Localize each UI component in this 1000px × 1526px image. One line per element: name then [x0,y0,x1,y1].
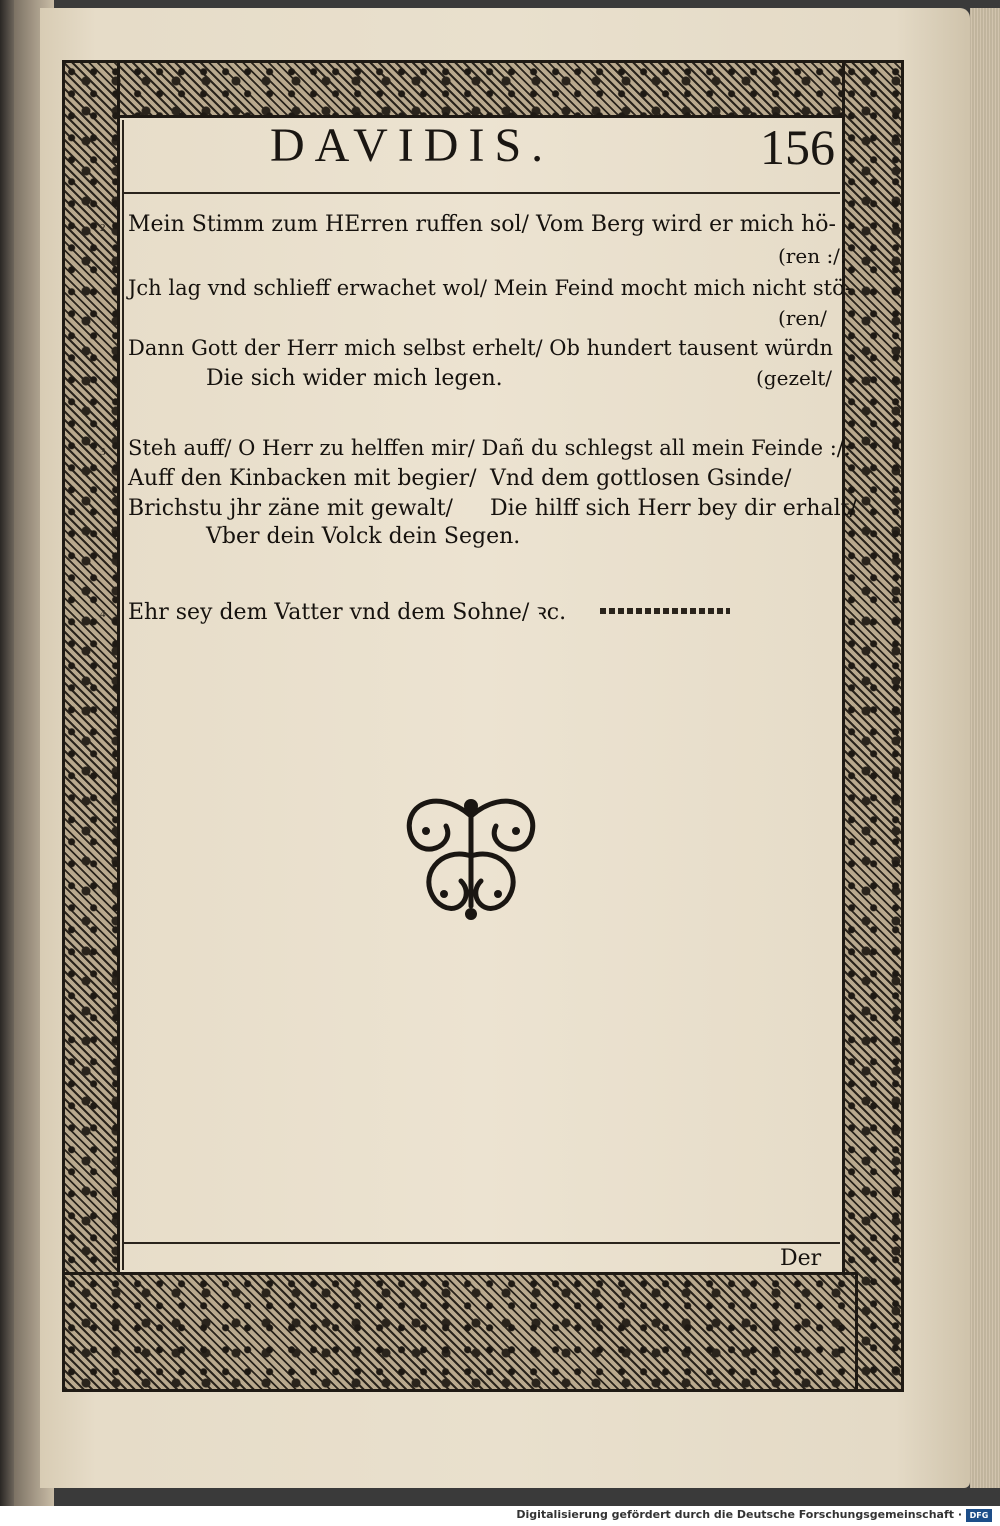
page-title: DAVIDIS. [270,119,554,172]
left-margin-rule [122,120,124,1270]
verse-line: Die sich wider mich legen. [206,366,503,391]
woodcut-border-top [62,60,858,118]
verse-line: Jch lag vnd schlieff erwachet wol/ Mein Feind mocht mich nicht stö- [128,276,852,300]
verse-number: 4 [100,608,106,620]
footer-rule [122,1242,840,1244]
verse-line-runover: (gezelt/ [756,366,832,390]
verse-line-runover: (ren/ [778,306,827,330]
verse-line: Brichstu jhr zäne mit gewalt/ [128,496,453,521]
page-stack-edges [970,8,1000,1488]
verse-number: 2 [100,222,106,234]
header-rule [122,192,840,194]
verse-line: Dann Gott der Herr mich selbst erhelt/ Ob hundert tausent würdn [128,336,834,360]
verse-line: Ehr sey dem Vatter vnd dem Sohne/ ꝛc. [128,600,567,625]
woodcut-border-left [62,60,120,1392]
decorative-dash-ornament [600,608,730,614]
funding-credit: Digitalisierung gefördert durch die Deutsche Forschungsgemeinschaft · [516,1508,962,1521]
verse-line: Vnd dem gottlosen Gsinde/ [490,466,792,491]
verse-line: Auff den Kinbacken mit begier/ [128,466,477,491]
verse-line: Mein Stimm zum HErren ruffen sol/ Vom Berg wird er mich hö- [128,212,836,237]
book-gutter-shadow [0,0,14,1526]
catchword: Der [780,1246,822,1271]
dfg-logo: DFG [966,1509,992,1522]
verse-number: 3 [100,446,106,458]
woodcut-border-bottom [62,1272,858,1392]
verse-line: Die hilff sich Herr bey dir erhalt/ [490,496,857,521]
floral-ornament-icon [396,786,546,926]
verse-line: Vber dein Volck dein Segen. [206,524,521,549]
verse-line: Steh auff/ O Herr zu helffen mir/ Dañ du schlegst all mein Feinde :/: [128,436,851,460]
verse-line-runover: (ren :/: [778,244,847,268]
page-number: 156 [760,119,835,175]
woodcut-border-right [842,60,904,1392]
